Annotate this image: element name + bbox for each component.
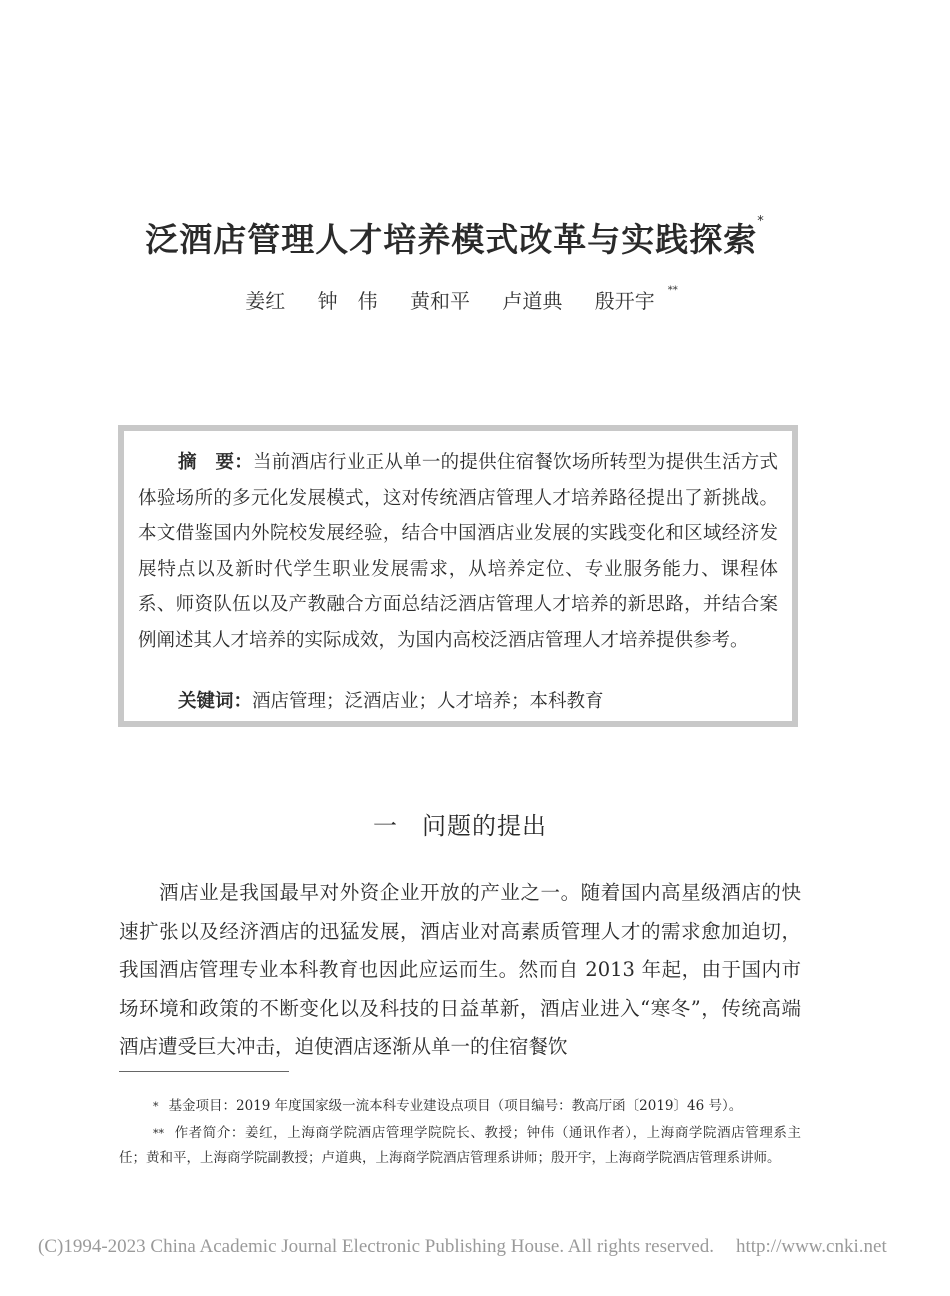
footnote-text: 作者简介：姜红，上海商学院酒店管理学院院长、教授；钟伟（通讯作者），上海商学院酒店管理系主任；黄和平，上海商学院副教授；卢道典，上海商学院酒店管理系讲师；殷开宇，上海商学院酒店管理系讲师。 xyxy=(119,1125,801,1166)
abstract-box xyxy=(118,425,798,727)
author: 钟 伟 xyxy=(317,289,378,313)
abstract-label: 摘 要： xyxy=(178,452,254,473)
keywords-line xyxy=(178,687,604,713)
footnote-text: 基金项目：2019 年度国家级一流本科专业建设点项目（项目编号：教高厅函〔2019〕46 号）。 xyxy=(168,1098,743,1114)
author: 姜红 xyxy=(245,289,286,313)
section-heading xyxy=(0,806,920,841)
author-list xyxy=(0,285,910,314)
footnote-mark: ** xyxy=(153,1127,164,1140)
keywords-label: 关键词： xyxy=(178,691,253,712)
paper-title xyxy=(0,214,910,261)
footnote-mark: * xyxy=(153,1100,159,1113)
abstract-text: 当前酒店行业正从单一的提供住宿餐饮场所转型为提供生活方式体验场所的多元化发展模式，这对传统酒店管理人才培养路径提出了新挑战。本文借鉴国内外院校发展经验，结合中国酒店业发展的实践变化和区域经济发展特点以及新时代学生职业发展需求，从培养定位、专业服务能力、课程体系、师资队伍以及产教融合方面总结泛酒店管理人才培养的新思路，并结合案例阐述其人才培养的实际成效，为国内高校泛酒店管理人才培养提供参考。 xyxy=(138,452,778,651)
author: 卢道典 xyxy=(502,289,563,313)
title-footnote-mark: * xyxy=(757,214,765,229)
body-paragraph: 酒店业是我国最早对外资企业开放的产业之一。随着国内高星级酒店的快速扩张以及经济酒店的迅猛发展，酒店业对高素质管理人才的需求愈加迫切，我国酒店管理专业本科教育也因此应运而生。然而自 2013 年起，由于国内市场环境和政策的不断变化以及科技的日益革新，酒店业进入“寒冬”，传统高端酒店遭受巨大冲击，迫使酒店逐渐从单一的住宿餐饮 xyxy=(119,881,801,1058)
abstract-paragraph xyxy=(138,445,778,658)
copyright-text: (C)1994-2023 China Academic Journal Electronic Publishing House. All rights reserved. xyxy=(38,1236,714,1257)
title-text: 泛酒店管理人才培养模式改革与实践探索 xyxy=(145,220,758,259)
footnotes xyxy=(119,1094,801,1172)
section-title: 问题的提出 xyxy=(422,812,547,840)
footnote-divider xyxy=(119,1071,289,1072)
footnote xyxy=(119,1121,801,1170)
author: 殷开宇 xyxy=(594,289,655,313)
author-footnote-mark: ** xyxy=(667,285,678,296)
footnote xyxy=(119,1094,801,1119)
copyright-url: http://www.cnki.net xyxy=(735,1236,887,1257)
section-number: 一 xyxy=(373,812,398,840)
keywords-text: 酒店管理；泛酒店业；人才培养；本科教育 xyxy=(252,691,604,712)
copyright-watermark xyxy=(38,1236,887,1258)
author: 黄和平 xyxy=(410,289,470,313)
